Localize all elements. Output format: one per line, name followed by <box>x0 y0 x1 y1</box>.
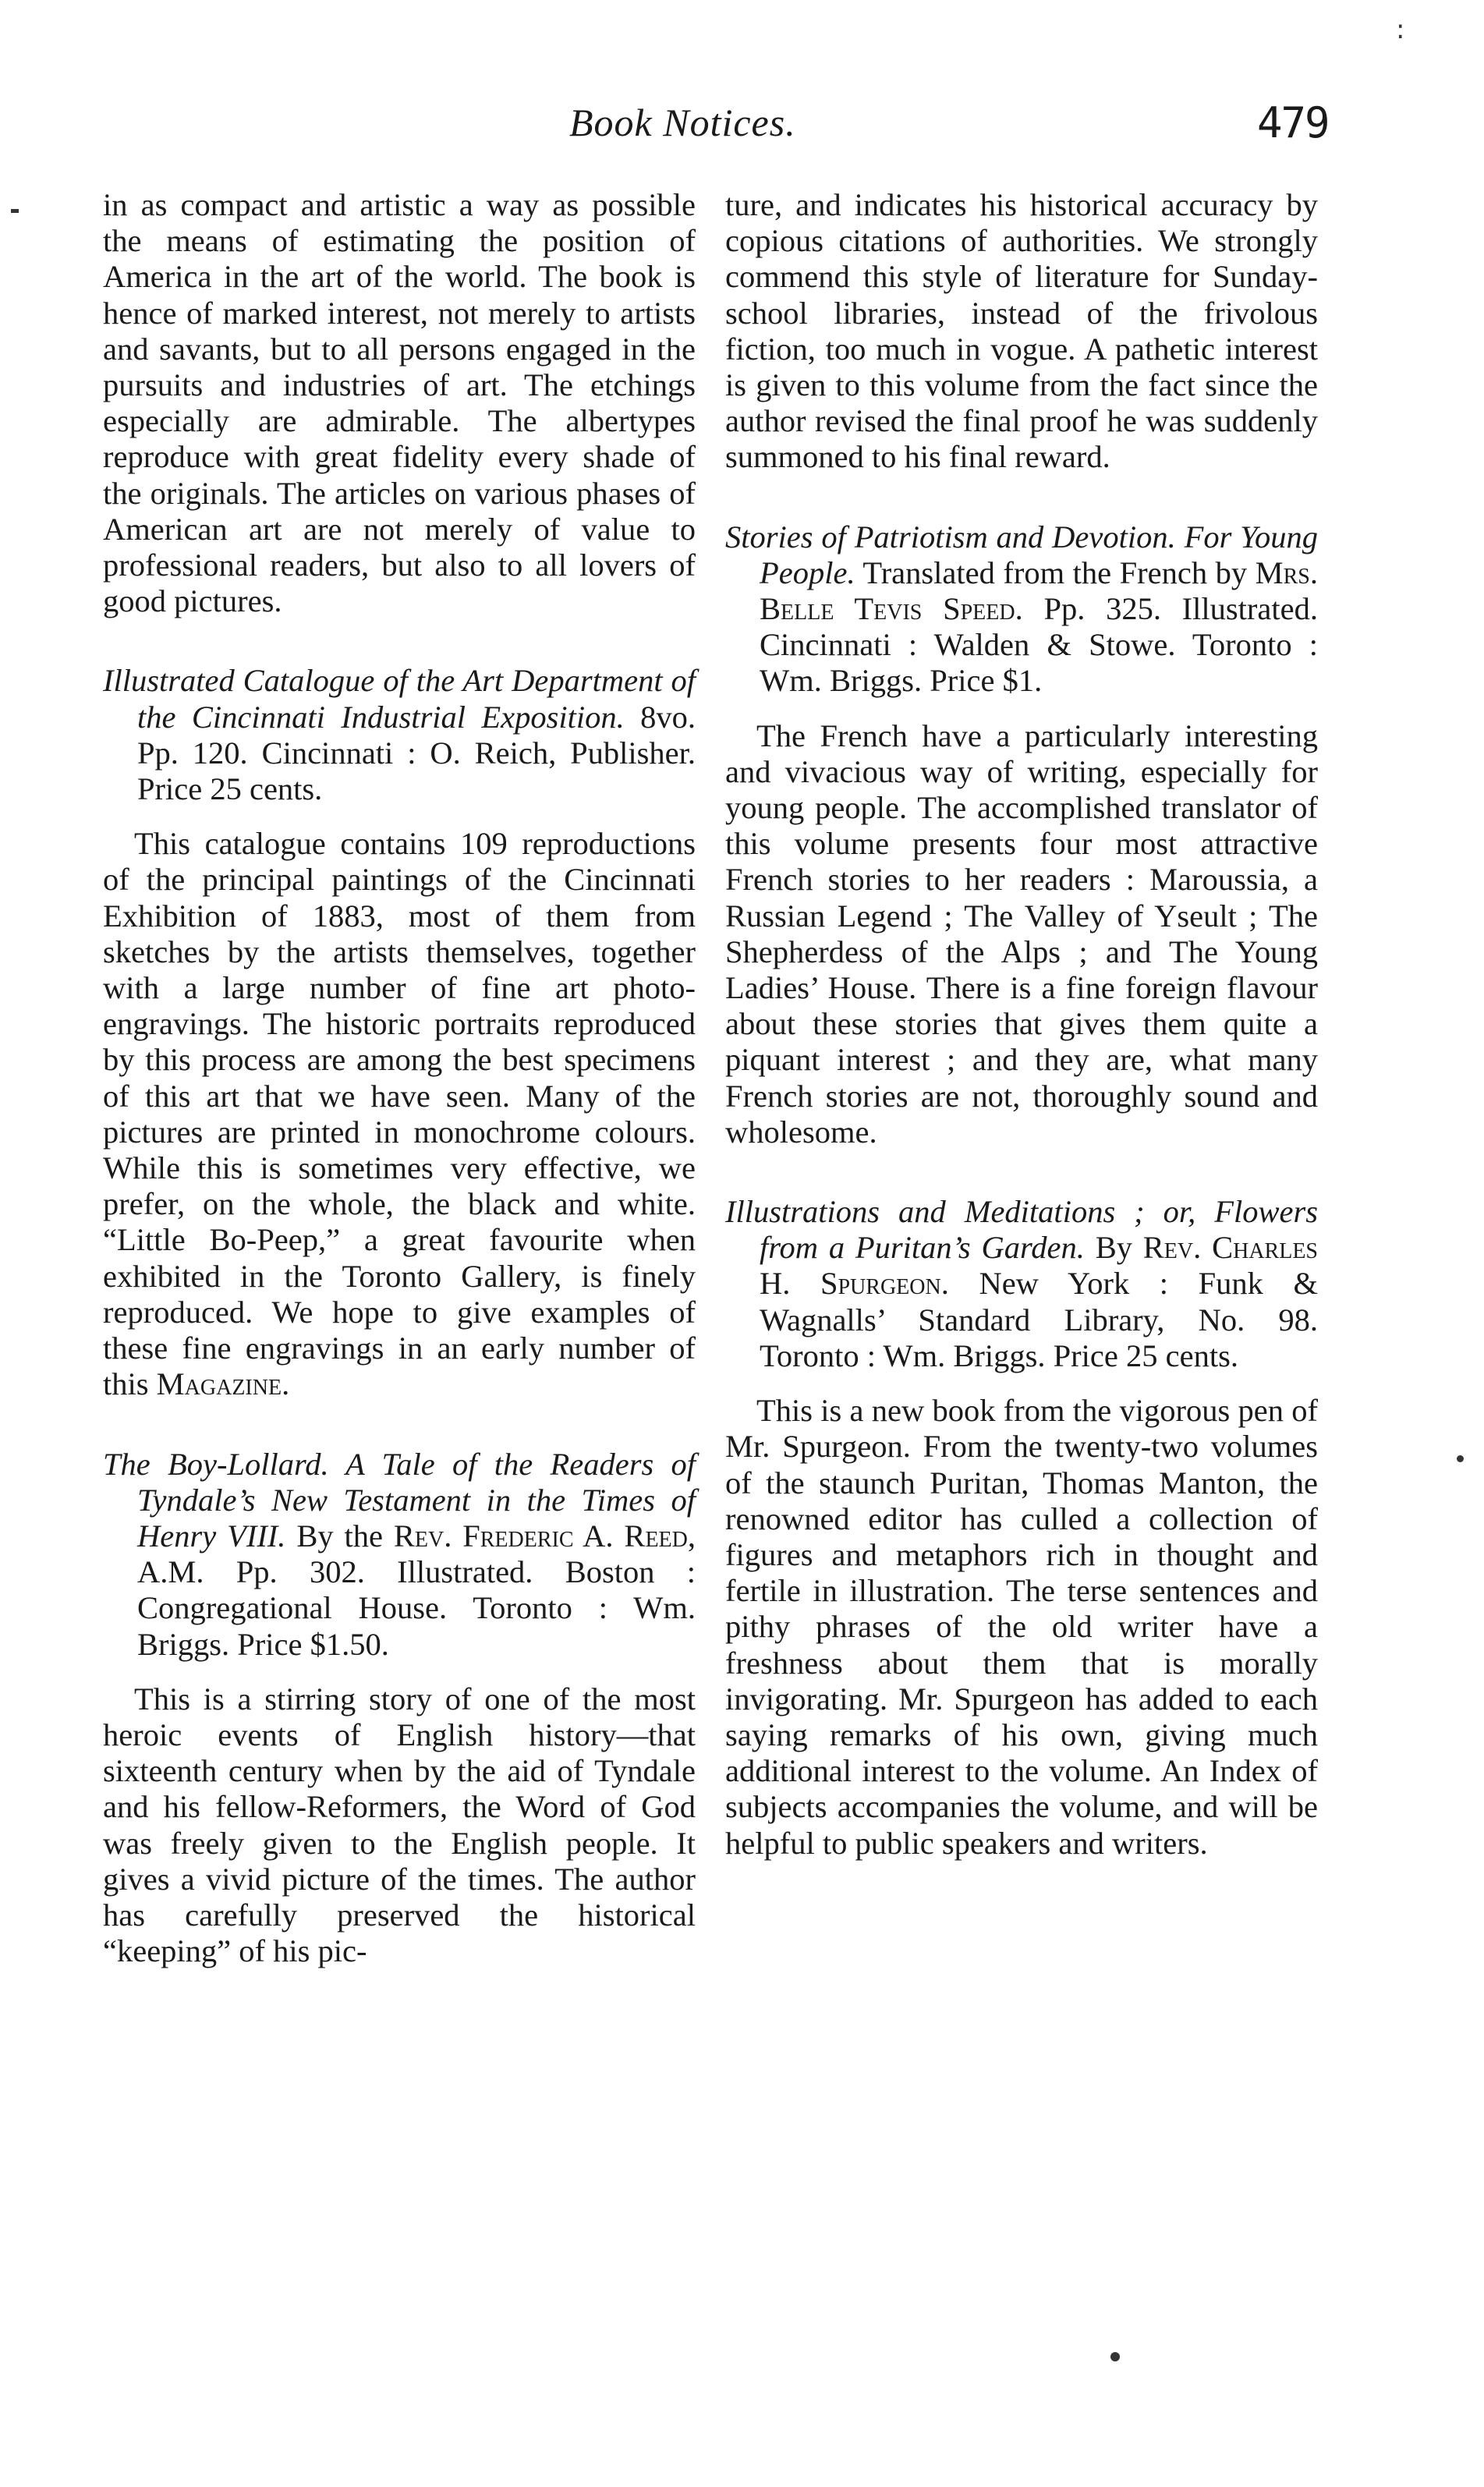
ink-mark-right-margin <box>1457 1455 1464 1462</box>
book-by: By <box>1095 1230 1132 1266</box>
book-notice-stories <box>725 519 1318 700</box>
running-head: Book Notices. <box>569 101 796 144</box>
book-details: , A.M. Pp. 302. Illustrated. Boston : Congregational House. Toronto : Wm. Briggs. Price $1.50. <box>137 1518 696 1662</box>
book-title: The Boy-Lollard. A Tale of the Readers of Tyndale’s New Testament in the Times of Henry VIII. <box>103 1446 696 1553</box>
book-details: . Pp. 325. Illustrated. Cincinnati : Walden & Stowe. Toronto : Wm. Briggs. Price $1. <box>760 591 1318 699</box>
ink-mark-bottom <box>1110 2352 1120 2361</box>
book-notice-boy-lollard <box>103 1447 696 1663</box>
review-continued-paragraph: ture, and indicates his historical accuracy by copious citations of authorities. We strongly commend this style of literature for Sunday-school libraries, instead of the frivolous fiction, too much in vogue. A pathetic interest is given to this volume from the fact since the author revised the final proof he was suddenly summoned to his final reward. <box>725 187 1318 475</box>
book-notice-catalogue <box>103 663 696 807</box>
book-title: Illustrations and Meditations ; or, Flowers from a Puritan’s Garden. <box>725 1194 1318 1266</box>
catalogue-review-paragraph <box>103 826 696 1402</box>
spurgeon-review-paragraph: This is a new book from the vigorous pen of Mr. Spurgeon. From the twenty-two volumes of the staunch Puritan, Thomas Manton, the renowned editor has culled a collection of figures and metaphors rich in thought and fertile in illustration. The terse sentences and pithy phrases of the old writer have a freshness about them that is morally invigorating. Mr. Spurgeon has added to each saying remarks of his own, giving much additional interest to the volume. An Index of subjects accompanies the volume, and will be helpful to public speakers and writers. <box>725 1393 1318 1861</box>
left-column <box>103 187 696 1969</box>
book-translated: Translated from the French by <box>862 554 1248 590</box>
ink-mark-top-right: : <box>1396 14 1405 45</box>
book-details: . New York : Funk & Wagnalls’ Standard Library, No. 98. Toronto : Wm. Briggs. Price 25 cents. <box>760 1266 1318 1373</box>
page-number: 479 <box>1257 98 1329 147</box>
stories-review-paragraph: The French have a particularly interesting and vivacious way of writing, especially for young people. The accomplished translator of this volume presents four most attractive French stories to her readers : Maroussia, a Russian Legend ; The Valley of Yseult ; The Shepherdess of the Alps ; and The Young Ladies’ House. There is a fine foreign flavour about these stories that gives them quite a piquant interest ; and they are, what many French stories are not, thoroughly sound and wholesome. <box>725 717 1318 1150</box>
boy-lollard-review-paragraph: This is a stirring story of one of the most heroic events of English history—that sixteenth century when by the aid of Tyndale and his fellow-Reformers, the Word of God was freely given to the English people. It gives a vivid picture of the times. The author has carefully preserved the historical “keeping” of his pic- <box>103 1681 696 1969</box>
ink-mark-left-margin <box>11 209 19 213</box>
book-title: Illustrated Catalogue of the Art Department of the Cincinnati Industrial Exposition. <box>103 663 696 735</box>
book-details: 8vo. Pp. 120. Cincinnati : O. Reich, Publisher. Price 25 cents. <box>137 699 696 807</box>
book-author: Rev. Frederic A. Reed <box>393 1518 688 1553</box>
book-author: Rev. Charles H. Spurgeon <box>760 1230 1318 1302</box>
right-column <box>725 187 1318 1862</box>
review-continued-paragraph: in as compact and artistic a way as possible the means of estimating the position of America in the art of the world. The book is hence of marked interest, not merely to artists and savants, but to all persons engaged in the pursuits and industries of art. The etchings especially are admirable. The albertypes reproduce with great fidelity every shade of the originals. The articles on various phases of American art are not merely of value to professional readers, but also to all lovers of good pictures. <box>103 187 696 619</box>
book-translator: Mrs. Belle Tevis Speed <box>760 554 1318 627</box>
magazine-name: Magazine. <box>156 1366 290 1402</box>
book-title: Stories of Patriotism and Devotion. For Young People. <box>725 519 1318 590</box>
book-by: By the <box>296 1518 383 1553</box>
book-notice-spurgeon <box>725 1194 1318 1374</box>
review-text: This catalogue contains 109 reproductions of the principal paintings of the Cincinnati Exhibition of 1883, most of them from sketches by the artists themselves, together with a large number of fine art photo-engravings. The historic portraits reproduced by this process are among the best specimens of this art that we have seen. Many of the pictures are printed in monochrome colours. While this is sometimes very effective, we prefer, on the whole, the black and white. “Little Bo-Peep,” a great favourite when exhibited in the Toronto Gallery, is finely reproduced. We hope to give examples of these fine engravings in an early number of this <box>103 826 696 1402</box>
